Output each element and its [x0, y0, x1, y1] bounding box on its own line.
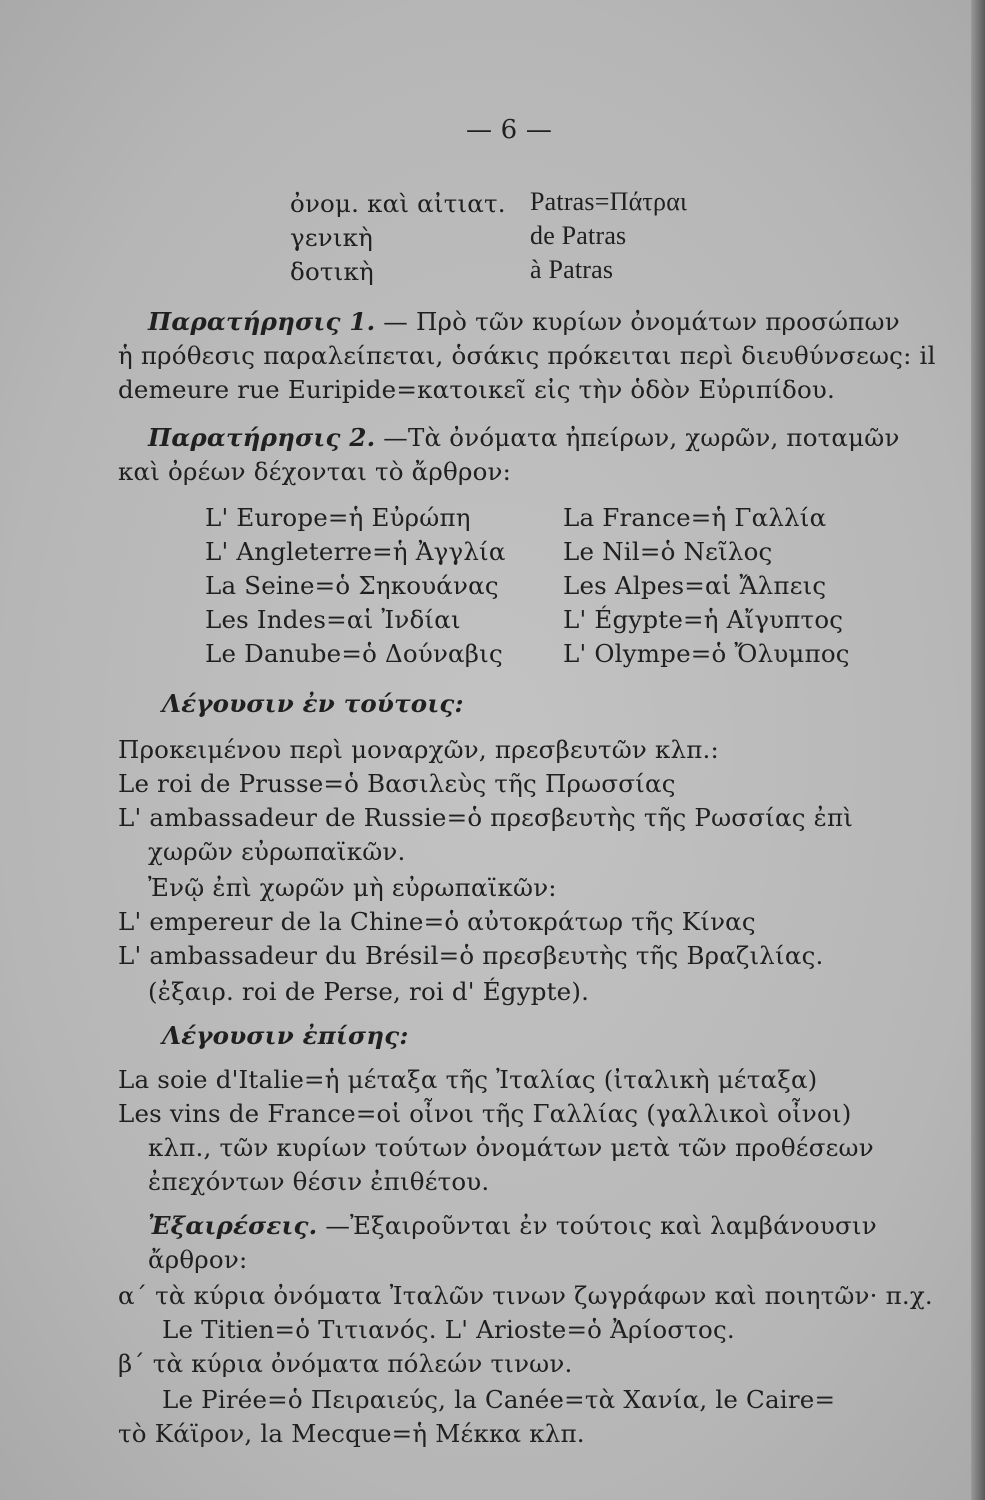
case-value-nominative: Patras=Πάτραι: [530, 187, 688, 216]
example-right: La France=ἡ Γαλλία: [563, 503, 827, 532]
case-label-genitive: γενικὴ: [290, 223, 374, 252]
section1-line: L' empereur de la Chine=ὁ αὐτοκράτωρ τῆς Κίνας: [118, 907, 756, 936]
case-label-nominative: ὀνομ. καὶ αἰτιατ.: [290, 189, 506, 218]
example-right: L' Égypte=ἡ Αἴγυπτος: [563, 605, 844, 634]
case-label-dative: δοτικὴ: [290, 257, 374, 286]
exceptions-line2: ἄρθρον:: [148, 1245, 248, 1274]
exception-b: β΄ τὰ κύρια ὀνόματα πόλεών τινων.: [118, 1349, 573, 1378]
section2-line: Les vins de France=οἱ οἶνοι τῆς Γαλλίας (γαλλικοὶ οἶνοι): [118, 1099, 852, 1128]
section2-line: κλπ., τῶν κυρίων τούτων ὀνομάτων μετὰ τῶν προθέσεων: [148, 1133, 874, 1162]
section1-line: χωρῶν εὐρωπαϊκῶν.: [148, 837, 406, 866]
example-left: L' Europe=ἡ Εὐρώπη: [205, 503, 471, 532]
example-left: Le Danube=ὁ Δούναβις: [205, 639, 503, 668]
note2-heading: Παρατήρησις 2.: [148, 423, 376, 452]
section1-line: L' ambassadeur de Russie=ὁ πρεσβευτὴς τῆς Ρωσσίας ἐπὶ: [118, 803, 854, 832]
page-number: — 6 —: [466, 115, 553, 145]
exceptions-text1: —Ἐξαιροῦνται ἐν τούτοις καὶ λαμβάνουσιν: [325, 1211, 877, 1240]
note2-line2: καὶ ὀρέων δέχονται τὸ ἄρθρον:: [118, 457, 512, 486]
case-value-genitive: de Patras: [530, 221, 627, 250]
exceptions-line1: [148, 1210, 877, 1242]
exception-a: α΄ τὰ κύρια ὀνόματα Ἰταλῶν τινων ζωγράφων καὶ ποιητῶν· π.χ.: [118, 1281, 933, 1310]
section2-line: ἐπεχόντων θέσιν ἐπιθέτου.: [148, 1167, 490, 1196]
example-left: L' Angleterre=ἡ Ἀγγλία: [205, 537, 506, 566]
exception-a-example: Le Titien=ὁ Τιτιανός. L' Arioste=ὁ Ἀρίοστος.: [162, 1315, 735, 1344]
section1-line: Ἐνῷ ἐπὶ χωρῶν μὴ εὐρωπαϊκῶν:: [148, 873, 557, 902]
note1-text1: — Πρὸ τῶν κυρίων ὀνομάτων προσώπων: [383, 307, 900, 336]
exception-b-example2: τὸ Κάϊρον, la Mecque=ἡ Μέκκα κλπ.: [118, 1419, 585, 1448]
example-right: Les Alpes=αἱ Ἄλπεις: [563, 571, 827, 600]
example-left: Les Indes=αἱ Ἰνδίαι: [205, 605, 461, 634]
note2-line1: [148, 422, 900, 454]
example-left: La Seine=ὁ Σηκουάνας: [205, 571, 499, 600]
section1-line: Προκειμένου περὶ μοναρχῶν, πρεσβευτῶν κλπ.:: [118, 735, 719, 764]
exceptions-heading: Ἐξαιρέσεις.: [148, 1211, 318, 1240]
note2-text1: —Τὰ ὀνόματα ἠπείρων, χωρῶν, ποταμῶν: [383, 423, 900, 452]
exception-b-example1: Le Pirée=ὁ Πειραιεύς, la Canée=τὰ Χανία, le Caire=: [162, 1385, 836, 1414]
section1-heading: Λέγουσιν ἐν τούτοις:: [162, 689, 464, 718]
page-edge-shadow: [971, 0, 985, 1500]
section2-line: La soie d'Italie=ἡ μέταξα τῆς Ἰταλίας (ἰταλικὴ μέταξα): [118, 1065, 818, 1094]
case-value-dative: à Patras: [530, 255, 614, 284]
note1-heading: Παρατήρησις 1.: [148, 307, 376, 336]
note1-line3: demeure rue Euripide=κατοικεῖ εἰς τὴν ὁδὸν Εὐριπίδου.: [118, 375, 836, 404]
example-right: Le Nil=ὁ Νεῖλος: [563, 537, 773, 566]
section1-line: Le roi de Prusse=ὁ Βασιλεὺς τῆς Πρωσσίας: [118, 769, 676, 798]
section1-line: L' ambassadeur du Brésil=ὁ πρεσβευτὴς τῆς Βραζιλίας.: [118, 941, 824, 970]
section2-heading: Λέγουσιν ἐπίσης:: [162, 1021, 409, 1050]
section1-line: (ἐξαιρ. roi de Perse, roi d' Égypte).: [148, 977, 590, 1006]
note1-line2: ἡ πρόθεσις παραλείπεται, ὁσάκις πρόκειται περὶ διευθύνσεως: il: [118, 341, 936, 370]
note1-line1: [148, 306, 900, 338]
example-right: L' Olympe=ὁ Ὄλυμπος: [563, 639, 850, 668]
